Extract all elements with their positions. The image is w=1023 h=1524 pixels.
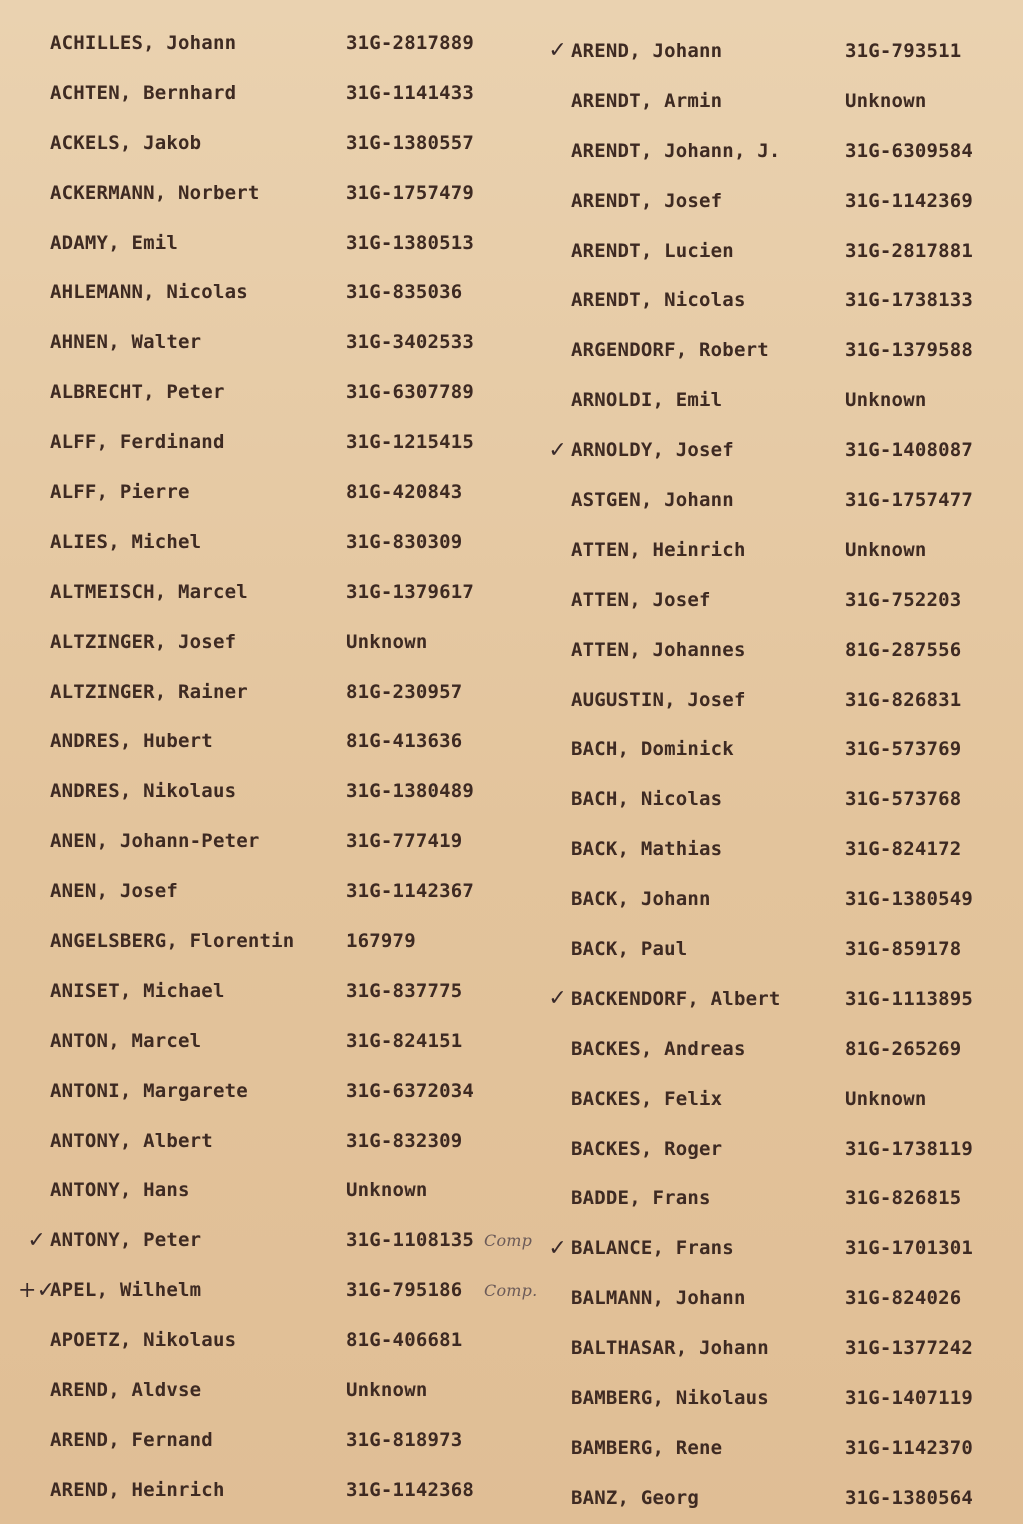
person-name [571,888,845,910]
person-name [50,830,346,852]
serial-number: 31G-777419 [346,830,463,853]
person-name-text: ALTMEISCH, Marcel [50,581,248,603]
person-name-text: ARENDT, Armin [571,89,723,112]
roster-row [18,517,518,567]
person-name [50,1379,346,1401]
roster-row [533,1473,1023,1523]
serial-number: 31G-1380513 [346,231,475,254]
person-name-text: ANDRES, Hubert [50,730,213,753]
serial-number: 167979 [346,929,416,952]
person-name [571,439,845,461]
serial-number: 31G-6309584 [845,139,974,162]
roster-row [533,1124,1023,1174]
roster-row [18,1415,518,1465]
person-name [571,1138,845,1160]
person-name-text: ACKELS, Jakob [50,131,202,154]
roster-row [18,118,518,168]
person-name [571,1237,845,1259]
serial-number: 81G-230957 [346,680,463,703]
roster-row [533,1223,1023,1273]
serial-number: Unknown [845,389,927,412]
roster-row [533,575,1023,625]
person-name-text: BAMBERG, Nikolaus [571,1386,769,1409]
right-column [533,26,1023,1523]
roster-row [18,916,518,966]
serial-number: 81G-420843 [346,480,463,503]
roster-row [18,1465,518,1515]
serial-number: 31G-830309 [346,530,463,553]
roster-row [533,126,1023,176]
person-name-text: APOETZ, Nikolaus [50,1329,237,1352]
person-name [571,190,845,212]
person-name-text: AREND, Fernand [50,1428,213,1451]
person-name-text: AREND, Aldvse [50,1378,202,1401]
serial-number: 81G-265269 [845,1037,962,1060]
person-name [571,1487,845,1509]
serial-number: 31G-1380564 [845,1486,974,1509]
person-name [50,381,346,403]
person-name-text: ARNOLDY, Josef [571,439,734,462]
roster-row [533,1074,1023,1124]
person-name [50,232,346,254]
person-name-text: BACKES, Roger [571,1137,723,1160]
person-name-text: ALTZINGER, Josef [50,630,237,653]
person-name [50,331,346,353]
person-name [571,1038,845,1060]
roster-row [533,625,1023,675]
roster-row [18,667,518,717]
person-name [571,539,845,561]
roster-row [533,1173,1023,1223]
roster-row [533,26,1023,76]
serial-number: 31G-795186 [346,1279,463,1302]
serial-number: 81G-287556 [845,638,962,661]
serial-number: 31G-1757479 [346,181,475,204]
roster-row [18,1265,538,1315]
person-name [571,1387,845,1409]
roster-row [533,874,1023,924]
person-name [50,730,346,752]
check-mark: +✓ [18,1277,56,1303]
check-mark: ✓ [548,986,567,1012]
person-name-text: ANISET, Michael [50,979,225,1002]
person-name [571,988,845,1010]
person-name-text: ANTONY, Peter [50,1229,202,1252]
roster-row [18,218,518,268]
serial-number: 31G-3402533 [346,331,475,354]
roster-row [533,924,1023,974]
person-name-text: AREND, Heinrich [50,1478,225,1501]
person-name-text: ANEN, Josef [50,880,179,903]
serial-number: 31G-837775 [346,979,463,1002]
person-name [50,182,346,204]
person-name [50,481,346,503]
person-name-text: ASTGEN, Johann [571,488,734,511]
left-column [18,18,538,1515]
serial-number: 31G-1380489 [346,780,475,803]
person-name [571,589,845,611]
person-name [50,32,346,54]
person-name-text: BANZ, Georg [571,1486,700,1509]
roster-row [533,425,1023,475]
person-name [50,132,346,154]
person-name-text: ARENDT, Lucien [571,239,734,262]
roster-row [18,1315,518,1365]
serial-number: 31G-2817889 [346,31,475,54]
person-name [571,738,845,760]
roster-row [533,824,1023,874]
roster-row [18,567,518,617]
serial-number: 31G-1108135 [346,1229,475,1252]
serial-number: Unknown [845,89,927,112]
person-name [571,140,845,162]
roster-row [18,816,518,866]
person-name [50,82,346,104]
check-mark: ✓ [27,1227,46,1253]
person-name-text: APEL, Wilhelm [50,1279,202,1302]
person-name-text: BALANCE, Frans [571,1237,734,1260]
person-name-text: ATTEN, Josef [571,588,711,611]
roster-row [533,675,1023,725]
person-name-text: BALMANN, Johann [571,1287,746,1310]
person-name [50,1229,346,1251]
roster-row [533,1373,1023,1423]
person-name-text: ANTONY, Hans [50,1179,190,1202]
serial-number: 81G-406681 [346,1329,463,1352]
serial-number: Unknown [346,1378,428,1401]
person-name [50,1030,346,1052]
roster-row [533,774,1023,824]
person-name [571,289,845,311]
roster-row [18,1116,518,1166]
serial-number: 31G-1738119 [845,1137,974,1160]
person-name-text: BACKES, Andreas [571,1037,746,1060]
roster-row [533,525,1023,575]
person-name-text: BACK, Paul [571,937,688,960]
roster-row [533,1273,1023,1323]
serial-number: 31G-1379588 [845,339,974,362]
person-name-text: ATTEN, Heinrich [571,538,746,561]
person-name [571,1337,845,1359]
person-name-text: ARENDT, Nicolas [571,289,746,312]
person-name [50,581,346,603]
person-name-text: BACKENDORF, Albert [571,987,781,1010]
serial-number: Unknown [346,1179,428,1202]
person-name [50,1279,346,1301]
roster-row [18,168,518,218]
person-name [50,1479,346,1501]
serial-number: 31G-573769 [845,738,962,761]
serial-number: Unknown [346,630,428,653]
roster-row [18,966,518,1016]
serial-number: 31G-824172 [845,838,962,861]
person-name-text: AREND, Johann [571,39,723,62]
person-name-text: ANEN, Johann-Peter [50,830,260,853]
person-name [50,1179,346,1201]
serial-number: 31G-1215415 [346,431,475,454]
serial-number: 31G-1738133 [845,289,974,312]
serial-number: 31G-859178 [845,937,962,960]
person-name-text: AHNEN, Walter [50,331,202,354]
person-name [571,689,845,711]
person-name-text: BACKES, Felix [571,1087,723,1110]
serial-number: 31G-573768 [845,788,962,811]
roster-row [18,766,518,816]
serial-number: 31G-1380549 [845,888,974,911]
person-name [571,1088,845,1110]
check-mark: ✓ [548,38,567,64]
person-name-text: BACK, Mathias [571,838,723,861]
person-name [50,281,346,303]
serial-number: 31G-832309 [346,1129,463,1152]
person-name-text: ANTONY, Albert [50,1129,213,1152]
serial-number: 31G-1379617 [346,580,475,603]
serial-number: 31G-1142370 [845,1436,974,1459]
person-name [50,631,346,653]
serial-number: 31G-835036 [346,281,463,304]
person-name-text: ALTZINGER, Rainer [50,680,248,703]
roster-row [18,417,518,467]
roster-row [533,176,1023,226]
roster-row [533,375,1023,425]
person-name [50,531,346,553]
person-name-text: BACH, Dominick [571,738,734,761]
serial-number: 31G-824026 [845,1287,962,1310]
roster-row [18,866,518,916]
roster-row [18,1365,518,1415]
serial-number: 31G-1377242 [845,1337,974,1360]
roster-row [18,716,518,766]
roster-row [533,724,1023,774]
person-name-text: ANTONI, Margarete [50,1080,248,1102]
person-name [571,938,845,960]
serial-number: Unknown [845,1087,927,1110]
person-name-text: AUGUSTIN, Josef [571,688,746,711]
person-name-text: ANTON, Marcel [50,1029,202,1052]
person-name [571,40,845,62]
person-name-text: ALBRECHT, Peter [50,381,225,404]
serial-number: 31G-1141433 [346,81,475,104]
serial-number: 31G-826831 [845,688,962,711]
person-name [571,339,845,361]
roster-row [18,467,518,517]
person-name-text: BAMBERG, Rene [571,1436,723,1459]
person-name [571,788,845,810]
check-mark: ✓ [548,437,567,463]
roster-row [18,617,518,667]
roster-row [533,475,1023,525]
person-name [571,489,845,511]
roster-row [18,267,518,317]
roster-row [18,1165,518,1215]
serial-number: 31G-1701301 [845,1237,974,1260]
roster-row [533,325,1023,375]
roster-row [18,18,518,68]
person-name [571,639,845,661]
serial-number: 31G-1142369 [845,189,974,212]
serial-number: 31G-824151 [346,1029,463,1052]
person-name-text: ARENDT, Johann, J. [571,139,781,162]
person-name-text: ANGELSBERG, Florentin [50,929,295,952]
serial-number: 31G-1142367 [346,880,475,903]
person-name-text: ACKERMANN, Norbert [50,181,260,204]
person-name [50,1130,346,1152]
roster-row [533,1024,1023,1074]
roster-row [18,1016,518,1066]
person-name-text: ARENDT, Josef [571,189,723,212]
person-name-text: ADAMY, Emil [50,231,179,254]
person-name [571,838,845,860]
person-name-text: AHLEMANN, Nicolas [50,281,248,304]
person-name [571,1287,845,1309]
person-name [50,930,346,952]
roster-row [533,76,1023,126]
serial-number: 31G-793511 [845,39,962,62]
serial-number: 31G-826815 [845,1187,962,1210]
roster-row [533,1423,1023,1473]
serial-number: Unknown [845,538,927,561]
roster-row [533,1323,1023,1373]
person-name [50,1429,346,1451]
handwritten-note: Comp [484,1230,533,1250]
roster-row [18,1215,533,1265]
person-name-text: ACHILLES, Johann [50,31,237,54]
serial-number: 31G-1380557 [346,131,475,154]
person-name [50,1080,346,1102]
person-name-text: BADDE, Frans [571,1187,711,1210]
roster-row [18,367,518,417]
check-mark: ✓ [548,1235,567,1261]
person-name [50,681,346,703]
person-name [50,880,346,902]
person-name-text: ALIES, Michel [50,530,202,553]
person-name [571,1187,845,1209]
roster-row [533,226,1023,276]
person-name-text: ATTEN, Johannes [571,638,746,661]
person-name [50,780,346,802]
roster-row [533,974,1023,1024]
serial-number: 31G-6307789 [346,381,475,404]
person-name-text: ANDRES, Nikolaus [50,780,237,803]
person-name-text: BACH, Nicolas [571,788,723,811]
person-name-text: BALTHASAR, Johann [571,1337,769,1360]
person-name [571,240,845,262]
serial-number: 31G-1408087 [845,439,974,462]
serial-number: 31G-1142368 [346,1478,475,1501]
person-name [50,1329,346,1351]
roster-row [18,317,518,367]
roster-row [533,275,1023,325]
serial-number: 81G-413636 [346,730,463,753]
person-name-text: ARNOLDI, Emil [571,389,723,412]
person-name [571,1437,845,1459]
person-name [571,389,845,411]
serial-number: 31G-752203 [845,588,962,611]
serial-number: 31G-6372034 [346,1079,475,1102]
handwritten-note: Comp. [484,1280,538,1300]
person-name-text: ALFF, Pierre [50,480,190,503]
person-name-text: BACK, Johann [571,888,711,911]
person-name-text: ALFF, Ferdinand [50,431,225,454]
serial-number: 31G-1113895 [845,987,974,1010]
serial-number: 31G-1757477 [845,488,974,511]
person-name-text: ARGENDORF, Robert [571,339,769,362]
person-name [571,90,845,112]
serial-number: 31G-2817881 [845,239,974,262]
person-name-text: ACHTEN, Bernhard [50,81,237,104]
serial-number: 31G-818973 [346,1428,463,1451]
serial-number: 31G-1407119 [845,1386,974,1409]
roster-row [18,1066,518,1116]
person-name [50,431,346,453]
roster-row [18,68,518,118]
person-name [50,980,346,1002]
